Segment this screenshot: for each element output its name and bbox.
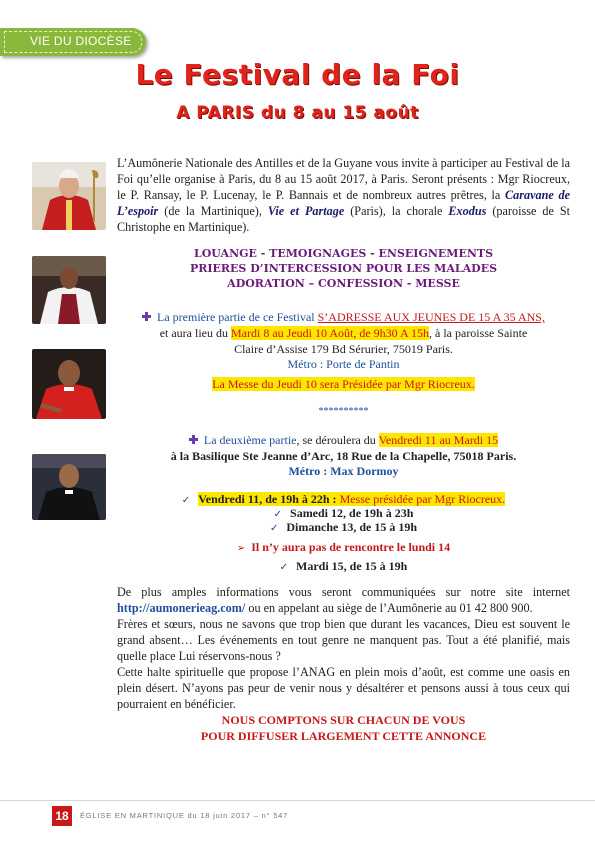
part1-line2: et aura lieu du Mardi 8 au Jeudi 10 Août, de 9h30 A 15h, à la paroisse Sainte [159, 326, 528, 340]
section-tab [0, 28, 146, 56]
priest-photo-2 [32, 349, 106, 419]
check-icon: ✓ [273, 509, 283, 520]
footer-divider [0, 800, 595, 801]
section-label: VIE DU DIOCÈSE [30, 34, 132, 48]
bishop-photo [32, 162, 106, 230]
theme-line: LOUANGE - TEMOIGNAGES - ENSEIGNEMENTS [193, 247, 494, 260]
plus-bullet-icon [189, 435, 198, 444]
priest-photo-3 [32, 454, 106, 520]
priest-photo-1 [32, 256, 106, 324]
reflection-paragraph: Frères et sœurs, nous ne savons que trop bien que durant les vacances, Dieu est souvent le grand absent… Les événements en tout genre ne manquent pas. Tout a été planifié, mais quelle place Lui réservons-nous ? [117, 617, 570, 663]
plus-bullet-icon [142, 312, 151, 321]
schedule-sunday: ✓ Dimanche 13, de 15 à 19h [269, 520, 418, 534]
part1-metro: Métro : Porte de Pantin [287, 357, 400, 371]
themes-block [117, 246, 570, 291]
theme-line: ADORATION – CONFESSION - MESSE [227, 277, 460, 290]
schedule-monday: ➢ Il n’y aura pas de rencontre le lundi 14 [236, 540, 451, 554]
arrow-bullet-icon: ➢ [236, 543, 246, 554]
page-number: 18 [52, 806, 72, 826]
part2-metro: Métro : Max Dormoy [288, 464, 399, 478]
website-link[interactable]: http://aumonerieag.com/ [117, 601, 246, 615]
invitation-paragraph: Cette halte spirituelle que propose l’ANAG en plein mois d’août, est comme une oasis en plein désert. N’ayons pas peur de venir nous y désaltérer et pensons aussi à tous ceux qui pourraient en bénéficier. [117, 665, 570, 711]
check-icon: ✓ [181, 495, 191, 506]
part1-messe: La Messe du Jeudi 10 sera Présidée par Mgr Riocreux. [212, 377, 475, 391]
separator: ********** [318, 406, 369, 417]
part2-line1: La deuxième partie, se déroulera du Vendredi 11 au Mardi 15 [117, 432, 570, 448]
part2-address: à la Basilique Ste Jeanne d’Arc, 18 Rue de la Chapelle, 75018 Paris. [170, 449, 517, 463]
part1-line1: La première partie de ce Festival S’ADRESSE AUX JEUNES DE 15 A 35 ANS, [117, 309, 570, 325]
schedule-tuesday: ✓ Mardi 15, de 15 à 19h [279, 559, 408, 573]
page-subtitle: A PARIS du 8 au 15 août [176, 103, 419, 123]
check-icon: ✓ [269, 523, 279, 534]
schedule-friday: ✓ Vendredi 11, de 19h à 22h : Messe présidée par Mgr Riocreux. [181, 492, 506, 506]
page-title: Le Festival de la Foi [135, 58, 460, 91]
part1-address: Claire d’Assise 179 Bd Sérurier, 75019 Paris. [234, 342, 453, 356]
theme-line: PRIERES D’INTERCESSION POUR LES MALADES [189, 262, 498, 275]
footer-publication: ÉGLISE EN MARTINIQUE du 18 juin 2017 – n° 547 [80, 811, 289, 820]
bottom-text [117, 584, 570, 712]
schedule-saturday: ✓ Samedi 12, de 19h à 23h [273, 506, 414, 520]
info-paragraph: De plus amples informations vous seront communiquées sur notre site internet http://aumonerieag.com/ ou en appelant au siège de l’Aumônerie au 01 42 800 900. [117, 585, 570, 615]
check-icon: ✓ [279, 562, 289, 573]
intro-paragraph: L’Aumônerie Nationale des Antilles et de la Guyane vous invite à participer au Festival de la Foi qu’elle organise à Paris, du 8 au 15 août 2017, à Paris. Seront présents : Mgr Riocreux, le P. Ransay, le P. Lucenay, le P. Bannais et de nombreux autres prêtres, la Caravane de L’espoir (de la Martinique), Vie et Partage (Paris), la chorale Exodus (paroisse de St Christophe en Martinique). [117, 156, 571, 234]
closing-call: NOUS COMPTONS SUR CHACUN DE VOUS POUR DIFFUSER LARGEMENT CETTE ANNONCE [200, 713, 487, 743]
